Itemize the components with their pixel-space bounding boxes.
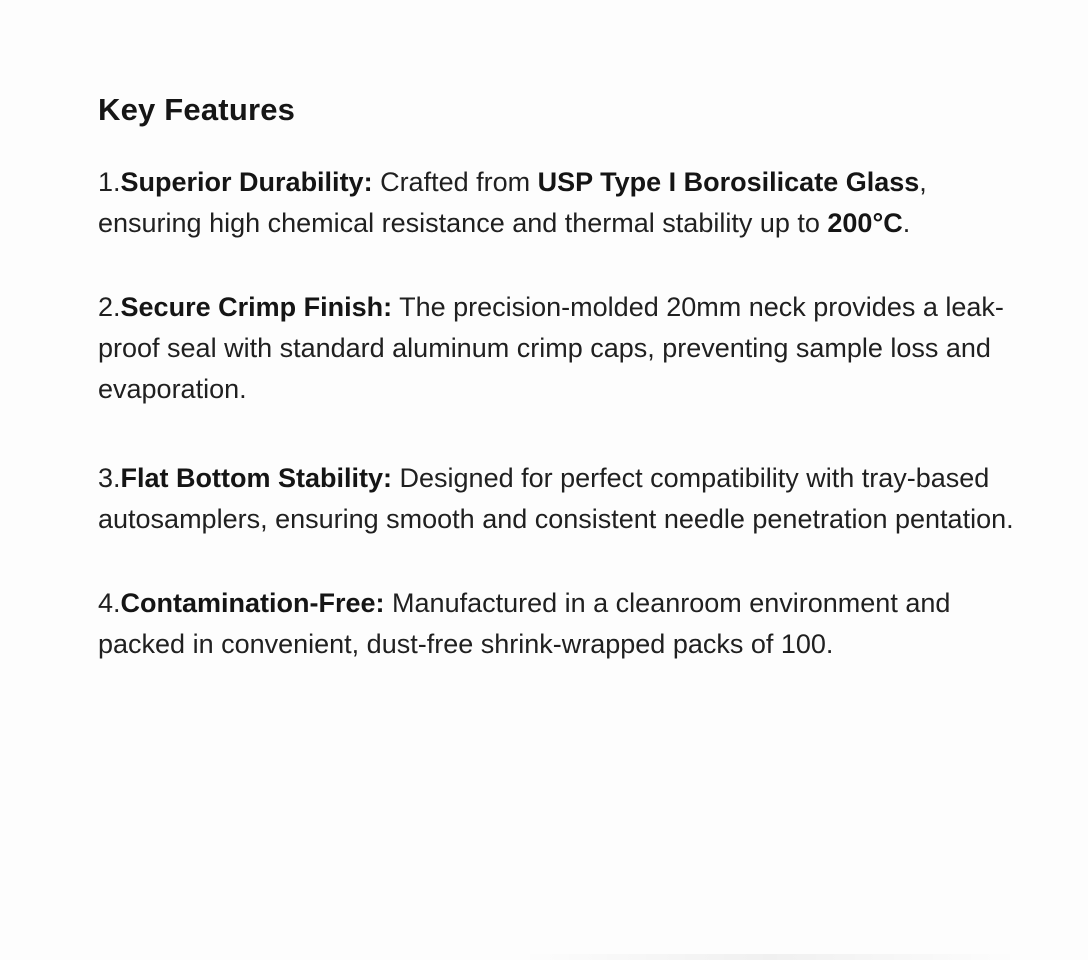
bottom-shadow [520, 954, 1020, 960]
feature-highlight-material: USP Type I Borosilicate Glass [537, 167, 920, 197]
feature-item-flat-bottom [98, 458, 1028, 540]
feature-text: Crafted from [372, 167, 538, 197]
page-title: Key Features [98, 92, 296, 127]
feature-heading: Contamination-Free: [120, 588, 385, 618]
feature-number: 2. [98, 292, 121, 322]
feature-number: 1. [98, 167, 121, 197]
document-body [98, 88, 1028, 665]
feature-item-durability [98, 162, 1028, 244]
feature-item-crimp-finish [98, 287, 1028, 410]
feature-text: . [902, 208, 911, 238]
feature-heading: Superior Durability: [120, 167, 373, 197]
feature-item-contamination-free [98, 583, 1028, 665]
feature-heading: Secure Crimp Finish: [120, 292, 393, 322]
feature-text: Designed for perfect compatibility with tray-based autosamplers, ensuring smooth and consistent needle penetration pentation. [98, 463, 1014, 534]
feature-text: The precision-molded 20mm neck provides a leak-proof seal with standard aluminum crimp caps, preventing sample loss and evaporation. [98, 292, 1004, 404]
feature-heading: Flat Bottom Stability: [120, 463, 393, 493]
feature-text: , ensuring high chemical resistance and thermal stability up to [98, 167, 927, 238]
feature-highlight-temperature: 200°C [827, 208, 903, 238]
feature-number: 3. [98, 463, 121, 493]
feature-number: 4. [98, 588, 121, 618]
feature-text: Manufactured in a cleanroom environment and packed in convenient, dust-free shrink-wrapped packs of 100. [98, 588, 951, 659]
